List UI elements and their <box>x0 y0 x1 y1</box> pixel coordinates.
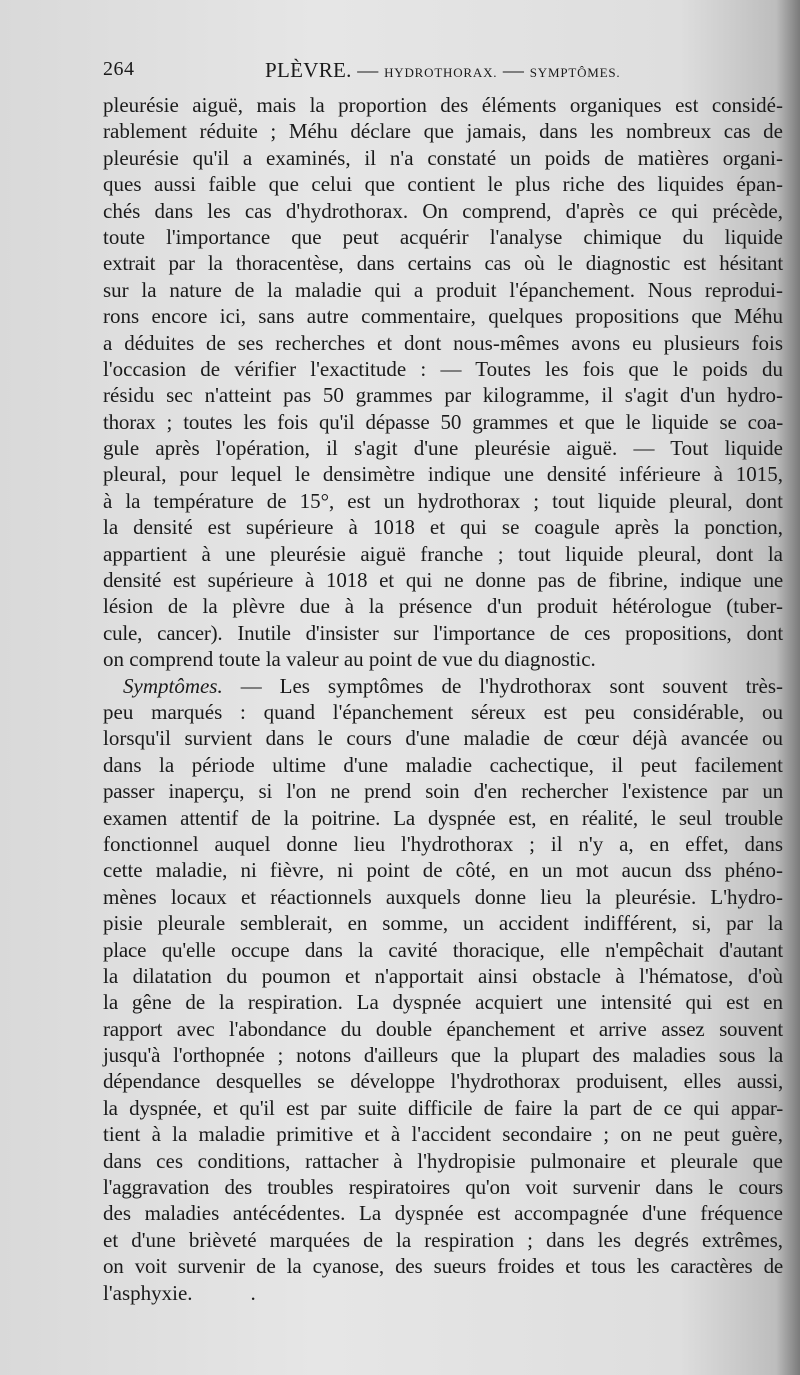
text-line: gule après l'opération, il s'agit d'une pleurésie aiguë. — Tout liquide <box>103 436 783 461</box>
subsection-title: SYMPTÔMES. <box>529 65 621 80</box>
text-line: toute l'importance que peut acquérir l'analyse chimique du liquide <box>103 224 783 249</box>
text-line: pleural, pour lequel le densimètre indique une densité inférieure à 1015, <box>103 462 783 487</box>
text-line: fonctionnel auquel donne lieu l'hydrothorax ; il n'y a, en effet, dans <box>103 831 783 856</box>
text-line: sur la nature de la maladie qui a produit l'épanchement. Nous reprodui- <box>103 277 783 302</box>
chapter-title: PLÈVRE. <box>265 58 352 82</box>
text-line: pleurésie qu'il a examinés, il n'a constaté un poids de matières organi- <box>103 145 783 170</box>
text-line: rablement réduite ; Méhu déclare que jamais, dans les nombreux cas de <box>103 119 783 144</box>
section-heading: Symptômes. <box>123 673 223 698</box>
text-line: lorsqu'il survient dans le cours d'une maladie de cœur déjà avancée ou <box>103 726 783 751</box>
text-line: ques aussi faible que celui que contient le plus riche des liquides épan- <box>103 172 783 197</box>
page-number: 264 <box>103 58 135 80</box>
text-line: on comprend toute la valeur au point de vue du diagnostic. <box>103 647 596 672</box>
text-line: l'occasion de vérifier l'exactitude : — Toutes les fois que le poids du <box>103 356 783 381</box>
text-line: dans la période ultime d'une maladie cachectique, il peut facilement <box>103 752 783 777</box>
text-line: rapport avec l'abondance du double épanchement et arrive assez souvent <box>103 1016 783 1041</box>
text-line: a déduites de ses recherches et dont nous-mêmes avons eu plusieurs fois <box>103 330 783 355</box>
text-line: lésion de la plèvre due à la présence d'un produit hétérologue (tuber- <box>103 594 783 619</box>
text-line: la dyspnée, et qu'il est par suite difficile de faire la part de ce qui appar- <box>103 1095 783 1120</box>
body-text <box>103 92 783 1306</box>
text-line: rons encore ici, sans autre commentaire, quelques propositions que Méhu <box>103 304 783 329</box>
trailing-mark: . <box>250 1280 256 1305</box>
text-line: pisie pleurale semblerait, en somme, un accident indifférent, si, par la <box>103 911 783 936</box>
text-line: à la température de 15°, est un hydrothorax ; tout liquide pleural, dont <box>103 488 783 513</box>
text-line: la gêne de la respiration. La dyspnée acquiert une intensité qui est en <box>103 990 783 1015</box>
text-line: extrait par la thoracentèse, dans certains cas où le diagnostic est hésitant <box>103 251 783 276</box>
text-line: des maladies antécédentes. La dyspnée est accompagnée d'une fréquence <box>103 1201 783 1226</box>
text-line: la densité est supérieure à 1018 et qui se coagule après la ponction, <box>103 515 783 540</box>
section-start-line <box>103 673 783 699</box>
text-line: tient à la maladie primitive et à l'accident secondaire ; on ne peut guère, <box>103 1122 783 1147</box>
text-line: chés dans les cas d'hydrothorax. On comprend, d'après ce qui précède, <box>103 198 783 223</box>
running-header <box>103 58 763 88</box>
text-line: — Les symptômes de l'hydrothorax sont souvent très- <box>240 673 784 698</box>
text-line: dans ces conditions, rattacher à l'hydropisie pulmonaire et pleurale que <box>103 1148 783 1173</box>
running-title <box>265 58 620 83</box>
text-line: place qu'elle occupe dans la cavité thoracique, elle n'empêchait d'autant <box>103 937 783 962</box>
text-line: pleurésie aiguë, mais la proportion des éléments organiques est considé- <box>103 93 783 117</box>
text-line: examen attentif de la poitrine. La dyspnée est, en réalité, le seul trouble <box>103 805 783 830</box>
text-line: l'asphyxie. <box>103 1280 193 1305</box>
text-line: on voit survenir de la cyanose, des sueurs froides et tous les caractères de <box>103 1254 783 1279</box>
section-title: HYDROTHORAX. <box>384 65 498 80</box>
text-line: cette maladie, ni fièvre, ni point de côté, en un mot aucun dss phéno- <box>103 858 783 883</box>
text-line: et d'une brièveté marquées de la respiration ; dans les degrés extrêmes, <box>103 1227 783 1252</box>
text-line: dépendance desquelles se développe l'hydrothorax produisent, elles aussi, <box>103 1069 783 1094</box>
text-line: passer inaperçu, si l'on ne prend soin d'en rechercher l'existence par un <box>103 779 783 804</box>
text-line: thorax ; toutes les fois qu'il dépasse 50 grammes et que le liquide se coa- <box>103 409 783 434</box>
text-line: cule, cancer). Inutile d'insister sur l'importance de ces propositions, dont <box>103 620 783 645</box>
last-text-line <box>103 1280 783 1306</box>
text-line: l'aggravation des troubles respiratoires qu'on voit survenir dans le cours <box>103 1175 783 1200</box>
text-line: appartient à une pleurésie aiguë franche ; tout liquide pleural, dont la <box>103 541 783 566</box>
text-line: densité est supérieure à 1018 et qui ne donne pas de fibrine, indique une <box>103 568 783 593</box>
text-line: mènes locaux et réactionnels auxquels donne lieu la pleurésie. L'hydro- <box>103 884 783 909</box>
text-line: peu marqués : quand l'épanchement séreux est peu considérable, ou <box>103 699 783 724</box>
text-line: jusqu'à l'orthopnée ; notons d'ailleurs que la plupart des maladies sous la <box>103 1043 783 1068</box>
header-dash: — <box>351 58 385 82</box>
text-line: résidu sec n'atteint pas 50 grammes par kilogramme, il s'agit d'un hydro- <box>103 383 783 408</box>
text-line: la dilatation du poumon et n'apportait ainsi obstacle à l'hématose, d'où <box>103 963 783 988</box>
header-dash: — <box>497 58 530 82</box>
